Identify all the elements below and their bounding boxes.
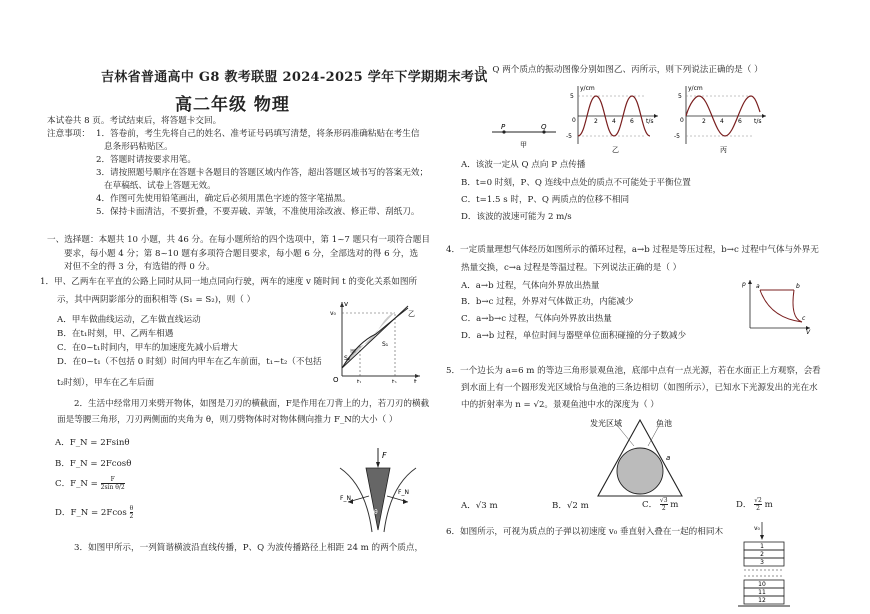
q2-option-b-text: B．F_N = 2Fcos — [55, 459, 127, 469]
q1-stem: 示，其中两阴影部分的面积相等 (S₁ = S₂)，则（ ） — [57, 295, 256, 305]
q5-stem: 到水面上有一个圆形发光区域恰与鱼池的三条边相切（如图所示），已知水下光源发出的光在水 — [461, 383, 818, 393]
fig-label: b — [796, 283, 800, 290]
fraction-denominator: 2 — [756, 505, 760, 512]
fig-label: t/s — [754, 118, 762, 125]
block-label: 2 — [760, 551, 764, 558]
q2-option-b — [55, 458, 131, 470]
block-label: 1 — [760, 543, 764, 550]
fig-label: -5 — [566, 133, 572, 140]
q5-option-a: A．√3 m — [461, 501, 498, 511]
fig-label: y/cm — [688, 85, 703, 92]
q2-option-c — [55, 476, 125, 491]
exam-subject: 高二年级 物理 — [175, 95, 290, 115]
q2-option-b-suffix: θ — [126, 459, 132, 469]
q2-option-d-fraction — [130, 505, 134, 520]
q1-option: t₂时刻），甲车在乙车后面 — [57, 378, 155, 388]
fig-label: t/s — [646, 118, 654, 125]
section-line: 一、选择题：本题共 10 小题，共 46 分。在每小题所给的四个选项中，第 1~7 题只有一项符合题目 — [47, 235, 430, 245]
q2-knife-figure — [336, 446, 420, 536]
q3-fig-jia — [490, 120, 560, 150]
q2-option-a: A．F_N = 2Fsinθ — [55, 438, 130, 448]
fraction-denominator: 2 — [129, 513, 134, 520]
graph-label: 乙 — [408, 310, 415, 318]
fig-label: F_N — [398, 489, 409, 496]
fraction-numerator: F — [101, 476, 125, 484]
fig-label: V — [806, 329, 811, 334]
fraction-denominator: 2sin θ/2 — [100, 484, 125, 491]
q4-option: A．a→b 过程，气体向外界放出热量 — [461, 281, 600, 291]
graph-label: v₀ — [330, 310, 336, 317]
fig-label: 5 — [570, 93, 574, 100]
q5-option-c-fraction — [660, 497, 668, 512]
graph-label: S₁ — [382, 341, 389, 348]
fig-label: y/cm — [580, 85, 595, 92]
fig-label: c — [802, 315, 806, 322]
q2-option-c-text: C．F_N = — [55, 479, 98, 489]
q1-vt-graph — [330, 298, 425, 383]
q5-option-d — [736, 497, 773, 512]
q4-option: C．a→b→c 过程，气体向外界放出热量 — [461, 314, 612, 324]
pages-line: 本试卷共 8 页。考试结束后，将答题卡交回。 — [47, 116, 222, 126]
q1-option: C．在0~t₁时间内，甲车的加速度先减小后增大 — [57, 343, 238, 353]
q2-option-c-fraction — [101, 476, 125, 491]
block-label: 10 — [758, 581, 766, 588]
section-line: 要求，每小题 4 分；第 8~10 题有多项符合题目要求，每小题 6 分，全部选对的得 6 分，选 — [64, 249, 419, 259]
notes-label: 注意事项： — [47, 129, 90, 139]
q3-option: C．t=1.5 s 时，P、Q 两质点的位移不相同 — [461, 195, 630, 205]
block-label: 3 — [760, 559, 764, 566]
q3-fig-bing — [674, 82, 774, 154]
q5-option-d-text: D． — [736, 500, 752, 510]
note-line: 1．答卷前，考生先将自己的姓名、准考证号码填写清楚，将条形码准确粘贴在考生信 — [96, 129, 420, 139]
graph-label: S₂ — [344, 355, 351, 362]
q5-stem: 中的折射率为 n = √2。景观鱼池中水的深度为（ ） — [461, 400, 659, 410]
q4-stem: 热量交换，c→a 过程是等温过程。下列说法正确的是（ ） — [461, 263, 682, 273]
fig-label: F — [382, 451, 387, 460]
block-label: 11 — [758, 589, 766, 596]
q4-option: B．b→c 过程，外界对气体做正功，内能减少 — [461, 297, 634, 307]
q5-option-b: B．√2 m — [552, 501, 589, 511]
q4-pv-graph — [742, 278, 814, 334]
section-line: 对但不全的得 3 分，有选错的得 0 分。 — [64, 262, 215, 272]
q5-option-c-text: C． — [642, 500, 658, 510]
q3-option: D．该波的波速可能为 2 m/s — [461, 212, 572, 222]
fig-label: 4 — [720, 118, 724, 125]
q2-stem: 面是等腰三角形，刀刃两侧面的夹角为 θ，则刀劈物体时对物体侧向推力 F_N的大小（ ） — [57, 415, 398, 425]
q2-option-d — [55, 505, 133, 520]
note-line: 3．请按照题号顺序在答题卡各题目的答题区域内作答，超出答题区域书写的答案无效； — [96, 168, 429, 178]
fig-label: 2 — [594, 118, 598, 125]
fig-label: 发光区域 — [590, 419, 622, 428]
fraction-denominator: 2 — [661, 505, 666, 512]
q5-pond-figure — [590, 416, 696, 500]
note-line: 2．答题时请按要求用笔。 — [96, 155, 196, 165]
graph-label: t — [414, 378, 417, 383]
fig-label: 甲 — [520, 141, 527, 149]
fraction-numerator: θ — [129, 505, 134, 512]
note-line: 息条形码粘贴区。 — [104, 142, 173, 152]
q5-option-d-unit: m — [764, 500, 773, 510]
graph-label: O — [333, 376, 339, 383]
fig-label: 0 — [572, 117, 576, 124]
fig-label: 5 — [678, 93, 682, 100]
fig-label: 6 — [738, 118, 742, 125]
q1-option: A．甲车做曲线运动，乙车做直线运动 — [57, 315, 201, 325]
q3-option: A．该波一定从 Q 点向 P 点传播 — [461, 160, 586, 170]
fig-label: 0 — [680, 117, 684, 124]
q4-stem: 4．一定质量理想气体经历如图所示的循环过程，a→b 过程是等压过程，b→c 过程中气体与外界无 — [446, 245, 819, 255]
q3-fig-yi — [566, 82, 666, 154]
note-line: 5．保持卡面清洁，不要折叠，不要弄破、弄皱，不准使用涂改液、修正带、刮纸刀。 — [96, 207, 420, 217]
fig-label: 丙 — [720, 146, 727, 154]
fig-label: a — [666, 454, 671, 462]
q1-stem: 1．甲、乙两车在平直的公路上同时从同一地点同向行驶，两车的速度 v 随时间 t 的变化关系如图所 — [40, 277, 418, 287]
fraction-numerator: √2 — [754, 497, 762, 504]
graph-label: v — [344, 300, 349, 308]
q2-stem: 2．生活中经常用刀来劈开物体，如图是刀刃的横截面，F是作用在刀背上的力，若刀刃的横截 — [74, 399, 430, 409]
note-line: 4．作图可先使用铅笔画出，确定后必须用黑色字迹的签字笔描黑。 — [96, 194, 351, 204]
q3-stem: 3．如图甲所示，一列简谐横波沿直线传播，P、Q 为波传播路径上相距 24 m 的两个质点， — [74, 543, 424, 553]
fig-label: v₀ — [754, 525, 760, 532]
fig-label: a — [756, 283, 760, 290]
fig-label: 2 — [702, 118, 706, 125]
fig-label: P — [501, 123, 506, 131]
q5-option-c — [642, 497, 678, 512]
fig-label: θ — [374, 509, 378, 516]
fig-label: p — [742, 281, 746, 288]
fig-label: 鱼池 — [656, 419, 672, 428]
q1-option: B．在t₁时刻，甲、乙两车相遇 — [57, 329, 174, 339]
note-line: 在草稿纸、试卷上答题无效。 — [104, 181, 216, 191]
graph-label: 甲 — [350, 349, 357, 356]
fig-label: 4 — [612, 118, 616, 125]
q5-stem: 5．一个边长为 a=6 m 的等边三角形景观鱼池，底部中点有一点光源，若在水面正上方观察，会看 — [446, 366, 821, 376]
q3-stem-cont: P、Q 两个质点的振动图像分别如图乙、丙所示，则下列说法正确的是（ ） — [478, 65, 763, 75]
q3-option: B．t=0 时刻，P、Q 连线中点处的质点不可能处于平衡位置 — [461, 178, 691, 188]
fig-label: 乙 — [612, 146, 619, 154]
fraction-numerator: √3 — [659, 497, 668, 504]
fig-label: -5 — [674, 133, 680, 140]
q5-option-d-fraction — [754, 497, 762, 512]
fig-label: 6 — [630, 118, 634, 125]
q4-option: D．a→b 过程，单位时间与器壁单位面积碰撞的分子数减少 — [461, 331, 687, 341]
q1-option: D．在0~t₁（不包括 0 时刻）时间内甲车在乙车前面，t₁~t₂（不包括 — [57, 357, 322, 367]
fig-label: F_N — [340, 495, 351, 502]
block-label: 12 — [758, 597, 766, 604]
graph-label: t₁ — [357, 379, 362, 383]
graph-label: t₂ — [392, 379, 397, 383]
q2-option-d-text: D．F_N = 2Fcos — [55, 508, 127, 518]
q6-stem: 6．如图所示，可视为质点的子弹以初速度 v₀ 垂直射入叠在一起的相同木 — [446, 527, 724, 537]
fig-label: Q — [541, 123, 547, 131]
q6-blocks-figure — [732, 520, 792, 614]
q5-option-c-unit: m — [670, 500, 679, 510]
exam-title: 吉林省普通高中 G8 教考联盟 2024-2025 学年下学期期末考试 — [101, 70, 488, 85]
